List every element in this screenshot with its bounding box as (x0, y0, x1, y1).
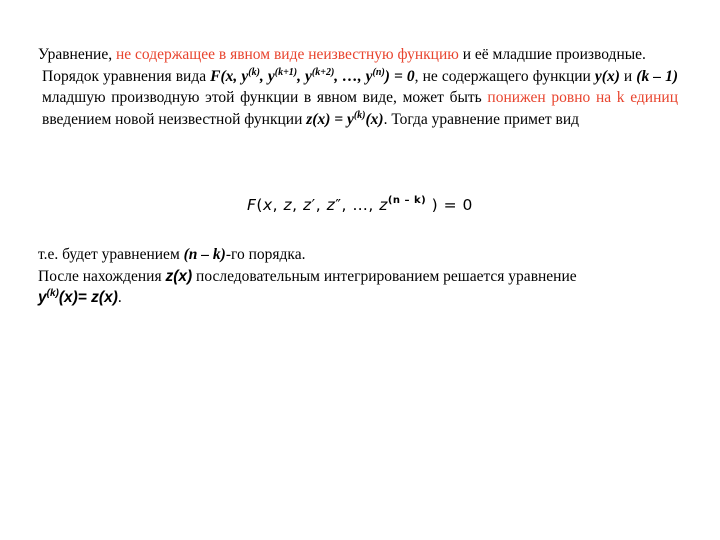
formula-text: , y (297, 67, 312, 85)
superscript: (k+2) (311, 66, 335, 78)
formula-part: , (292, 196, 304, 214)
formula-text: z(x) = y (306, 110, 354, 128)
formula-part: ′ (311, 196, 316, 214)
formula-text: (n – k) (183, 246, 226, 263)
text: , не содержащего функции (414, 67, 595, 85)
formula-part: z (379, 196, 388, 214)
superscript: (n) (372, 66, 385, 78)
text: младшую производную этой функции в явном виде, может быть (42, 89, 488, 106)
superscript: (k+1) (274, 66, 298, 78)
paragraph-integration (38, 266, 598, 309)
highlight-text: понижен ровно на k единиц (487, 89, 678, 106)
superscript: (k) (353, 109, 366, 121)
text-block-lower (38, 244, 678, 309)
text: и её младшие производные. (458, 46, 646, 63)
formula-part: z (303, 196, 312, 214)
text-block-upper (38, 44, 678, 130)
formula-part: , (272, 196, 284, 214)
text: Уравнение, (38, 46, 116, 63)
formula-superscript: (n – k) (387, 195, 427, 206)
text: Порядок уравнения вида (42, 67, 211, 85)
paragraph-definition (38, 44, 678, 66)
text: После нахождения (38, 267, 166, 285)
formula-part: ) = 0 (426, 196, 473, 214)
formula-part: , (315, 196, 327, 214)
formula-text: z(x) (165, 267, 193, 285)
formula-text: F(x, y (210, 67, 249, 85)
text: введением новой неизвестной функции (42, 110, 307, 128)
highlight-text: не содержащее в явном виде неизвестную функцию (115, 46, 459, 63)
formula-part: ″ (335, 196, 342, 214)
paragraph-order-result (38, 244, 678, 266)
formula-text: , …, y (334, 67, 373, 85)
formula-part: z (283, 196, 293, 214)
paragraph-order (38, 66, 678, 131)
formula-text: , y (259, 67, 275, 85)
formula-part: , …, (341, 196, 380, 214)
formula-part: x (262, 196, 273, 214)
text: т.е. будет уравнением (38, 246, 184, 263)
text: последовательным интегрированием решается уравнение (192, 267, 577, 285)
superscript: (k) (248, 66, 260, 78)
formula-part: z (326, 196, 336, 214)
formula-text: (x) (365, 110, 384, 128)
text: . (117, 289, 122, 306)
text: и (619, 67, 637, 85)
formula-text: y(x) (594, 67, 620, 85)
formula-text: (k – 1) (636, 67, 678, 85)
superscript: (k) (46, 288, 59, 299)
formula-text: (x)= z(x) (58, 289, 118, 306)
formula-part: ( (256, 196, 263, 214)
text: . Тогда уравнение примет вид (383, 110, 580, 128)
reduced-equation (247, 196, 473, 214)
formula-part: F (247, 196, 257, 214)
formula-text: y (38, 289, 47, 306)
formula-text: ) = 0 (384, 67, 415, 85)
text: -го порядка. (225, 246, 306, 263)
